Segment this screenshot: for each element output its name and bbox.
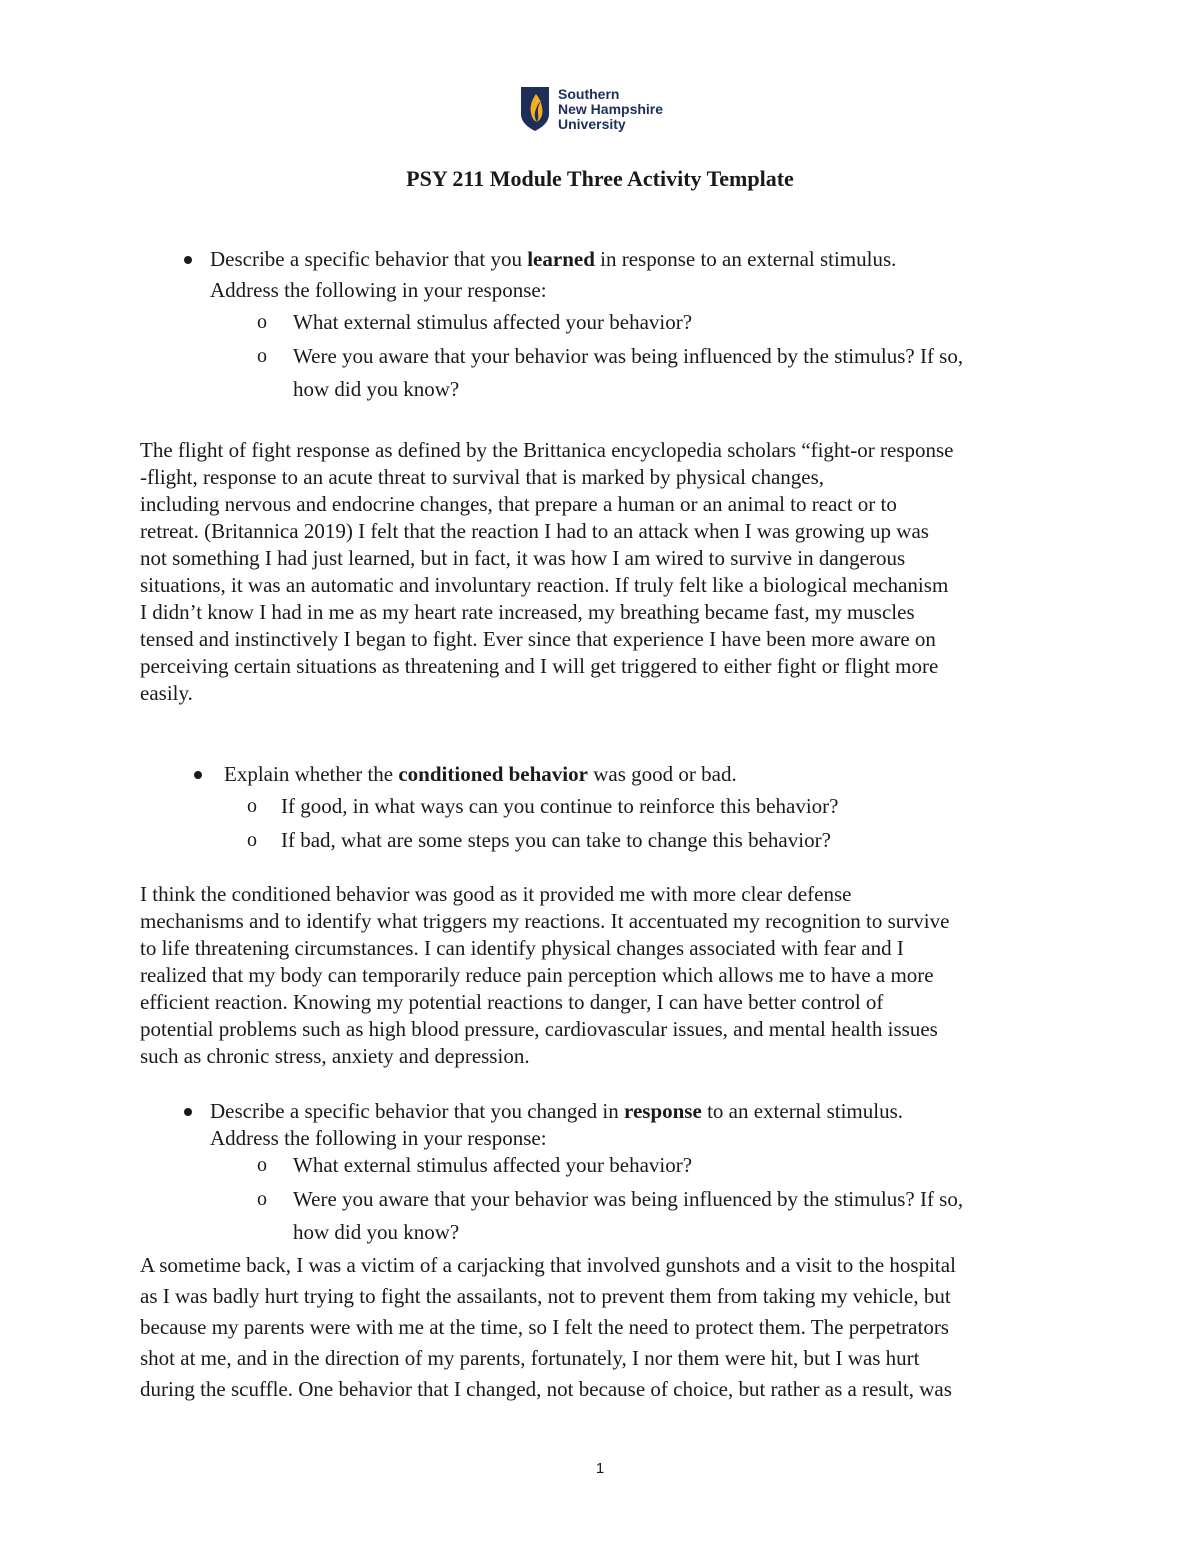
paragraph-line: -flight, response to an acute threat to survival that is marked by physical changes, (140, 465, 825, 489)
sub-item-text: What external stimulus affected your behavior? (293, 1153, 693, 1177)
paragraph-line: situations, it was an automatic and involuntary reaction. If truly felt like a biological mechanism (140, 573, 949, 597)
paragraph-line: retreat. (Britannica 2019) I felt that the reaction I had to an attack when I was growing up was (140, 519, 929, 543)
sub-item-text: how did you know? (293, 1220, 460, 1244)
bullet-text: Describe a specific behavior that you changed in (210, 1099, 625, 1123)
paragraph-line: realized that my body can temporarily reduce pain perception which allows me to have a more (140, 963, 934, 987)
shield-flame-icon (520, 86, 550, 132)
sub-item (247, 827, 831, 854)
circle-bullet-icon: o (247, 829, 257, 851)
paragraph-line: mechanisms and to identify what triggers my reactions. It accentuated my recognition to survive (140, 909, 950, 933)
paragraph-line: such as chronic stress, anxiety and depression. (140, 1044, 530, 1068)
bullet-text: was good or bad. (587, 762, 737, 786)
logo-line: New Hampshire (558, 100, 664, 117)
logo-line: Southern (558, 85, 620, 102)
bullet-item-conditioned-behavior (224, 761, 737, 788)
bullet-text: in response to an external stimulus. (594, 247, 897, 271)
circle-bullet-icon: o (257, 311, 267, 333)
paragraph-line: I didn’t know I had in me as my heart rate increased, my breathing became fast, my muscles (140, 600, 915, 624)
sub-item (257, 1152, 693, 1179)
logo-wordmark (558, 87, 663, 132)
logo-line: University (558, 115, 626, 132)
bullet-bold-term: learned (527, 247, 595, 271)
paragraph-line: The flight of fight response as defined by the Brittanica encyclopedia scholars “fight-or response (140, 438, 954, 462)
paragraph-line: shot at me, and in the direction of my parents, fortunately, I nor them were hit, but I was hurt (140, 1346, 920, 1370)
sub-item-text: Were you aware that your behavior was being influenced by the stimulus? If so, (293, 344, 964, 368)
bullet-text: Describe a specific behavior that you (210, 247, 528, 271)
paragraph-line: to life threatening circumstances. I can identify physical changes associated with fear and I (140, 936, 904, 960)
bullet-line-2: Address the following in your response: (210, 1126, 547, 1150)
paragraph-line: as I was badly hurt trying to fight the assailants, not to prevent them from taking my vehicle, but (140, 1284, 951, 1308)
circle-bullet-icon: o (257, 1188, 267, 1210)
paragraph-line: during the scuffle. One behavior that I changed, not because of choice, but rather as a result, was (140, 1377, 952, 1401)
paragraph-line: tensed and instinctively I began to fight. Ever since that experience I have been more aware on (140, 627, 936, 651)
bullet-line (224, 761, 737, 788)
sub-item-text: If good, in what ways can you continue to reinforce this behavior? (281, 794, 839, 818)
document-title: PSY 211 Module Three Activity Template (406, 166, 794, 191)
paragraph-line: A sometime back, I was a victim of a carjacking that involved gunshots and a visit to the hospital (140, 1253, 956, 1277)
bullet-text: Explain whether the (224, 762, 399, 786)
bullet-line (210, 1098, 903, 1125)
page-number: 1 (595, 1460, 605, 1477)
bullet-bold-term: response (624, 1099, 702, 1123)
circle-bullet-icon: o (247, 795, 257, 817)
paragraph-line: potential problems such as high blood pressure, cardiovascular issues, and mental health issues (140, 1017, 938, 1041)
university-logo (520, 84, 663, 134)
sub-item-text: how did you know? (293, 377, 460, 401)
bullet-line (210, 246, 896, 273)
sub-item-text: Were you aware that your behavior was being influenced by the stimulus? If so, (293, 1187, 964, 1211)
bullet-item-changed-behavior (210, 1098, 903, 1152)
response-paragraph-1 (140, 437, 1060, 707)
circle-bullet-icon: o (257, 345, 267, 367)
paragraph-line: including nervous and endocrine changes, that prepare a human or an animal to react or to (140, 492, 897, 516)
sub-item-text: If bad, what are some steps you can take to change this behavior? (281, 828, 831, 852)
paragraph-line: because my parents were with me at the time, so I felt the need to protect them. The perpetrators (140, 1315, 949, 1339)
bullet-line-2: Address the following in your response: (210, 278, 547, 302)
paragraph-line: I think the conditioned behavior was good as it provided me with more clear defense (140, 882, 852, 906)
sub-item (257, 343, 964, 403)
sub-item (257, 309, 693, 336)
paragraph-line: perceiving certain situations as threatening and I will get triggered to either fight or flight more (140, 654, 939, 678)
response-paragraph-3 (140, 1250, 1060, 1405)
sub-item (257, 1186, 964, 1246)
bullet-item-learned-behavior (210, 246, 896, 304)
sub-item-text: What external stimulus affected your behavior? (293, 310, 693, 334)
bullet-dot-icon (184, 1108, 192, 1116)
sub-item (247, 793, 839, 820)
bullet-dot-icon (184, 256, 192, 264)
paragraph-line: efficient reaction. Knowing my potential reactions to danger, I can have better control of (140, 990, 884, 1014)
bullet-text: to an external stimulus. (701, 1099, 904, 1123)
circle-bullet-icon: o (257, 1154, 267, 1176)
response-paragraph-2 (140, 881, 1060, 1070)
paragraph-line: not something I had just learned, but in fact, it was how I am wired to survive in dangerous (140, 546, 906, 570)
bullet-dot-icon (194, 771, 202, 779)
bullet-bold-term: conditioned behavior (398, 762, 588, 786)
paragraph-line: easily. (140, 681, 193, 705)
